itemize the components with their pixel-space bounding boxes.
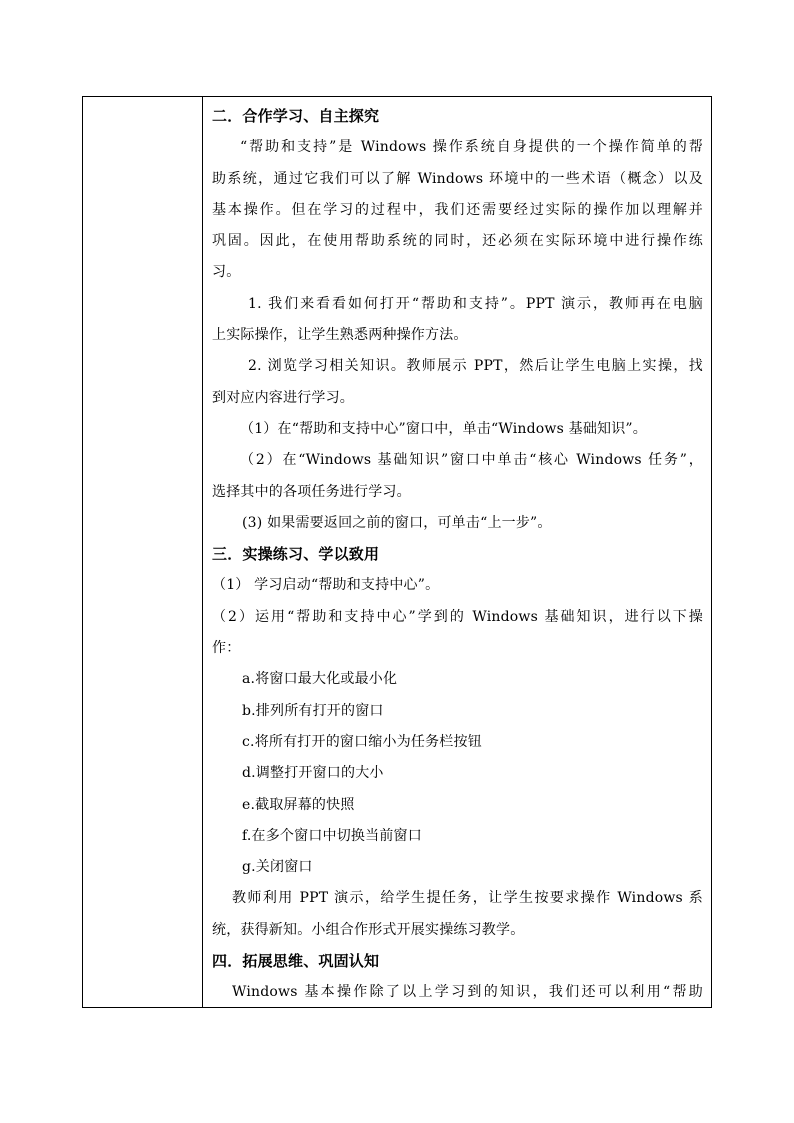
step-1-line: 上实际操作，让学生熟悉两种操作方法。 — [212, 327, 468, 344]
list-item: e.截取屏幕的快照 — [242, 796, 355, 813]
step-2-line: 2. 浏览学习相关知识。教师展示 PPT，然后让学生电脑上实操，找 — [248, 358, 703, 375]
paragraph-line: 习。 — [212, 264, 241, 281]
lesson-table — [82, 96, 712, 1008]
substep-3-line: (3) 如果需要返回之前的窗口，可单击“上一步”。 — [242, 514, 552, 531]
task-1-line: （1） 学习启动“帮助和支持中心”。 — [212, 577, 440, 594]
paragraph-line: 教师利用 PPT 演示，给学生提任务，让学生按要求操作 Windows 系 — [232, 890, 703, 907]
substep-2-line: （2）在“Windows 基础知识”窗口中单击“核心 Windows 任务”， — [240, 452, 703, 469]
list-item: f.在多个窗口中切换当前窗口 — [242, 827, 422, 844]
substep-1-line: （1）在“帮助和支持中心”窗口中，单击“Windows 基础知识”。 — [240, 420, 647, 437]
paragraph-line: Windows 基本操作除了以上学习到的知识，我们还可以利用“帮助 — [232, 984, 703, 1001]
list-item: d.调整打开窗口的大小 — [242, 765, 384, 782]
section-heading-2: 二．合作学习、自主探究 — [212, 107, 380, 125]
task-2-line: 作： — [212, 640, 241, 657]
section-heading-3: 三．实操练习、学以致用 — [212, 545, 380, 564]
step-2-line: 到对应内容进行学习。 — [212, 389, 354, 406]
list-item: g.关闭窗口 — [242, 859, 313, 876]
step-1-line: 1. 我们来看看如何打开“帮助和支持”。PPT 演示，教师再在电脑 — [248, 295, 703, 312]
substep-2-line: 选择其中的各项任务进行学习。 — [212, 483, 411, 500]
list-item: c.将所有打开的窗口缩小为任务栏按钮 — [242, 733, 482, 750]
table-left-column — [83, 97, 203, 1007]
paragraph-line: 助系统，通过它我们可以了解 Windows 环境中的一些术语（概念）以及 — [212, 170, 703, 187]
list-item: a.将窗口最大化或最小化 — [242, 671, 398, 688]
table-content-cell — [204, 97, 711, 1007]
section-heading-4: 四．拓展思维、巩固认知 — [212, 952, 380, 971]
paragraph-line: 巩固。因此，在使用帮助系统的同时，还必须在实际环境中进行操作练 — [212, 233, 703, 250]
paragraph-line: “帮助和支持”是 Windows 操作系统自身提供的一个操作简单的帮 — [240, 139, 703, 156]
paragraph-line: 基本操作。但在学习的过程中，我们还需要经过实际的操作加以理解并 — [212, 201, 703, 218]
list-item: b.排列所有打开的窗口 — [242, 702, 384, 719]
paragraph-line: 统，获得新知。小组合作形式开展实操练习教学。 — [212, 921, 525, 938]
task-2-line: （2）运用“帮助和支持中心”学到的 Windows 基础知识，进行以下操 — [212, 608, 703, 625]
